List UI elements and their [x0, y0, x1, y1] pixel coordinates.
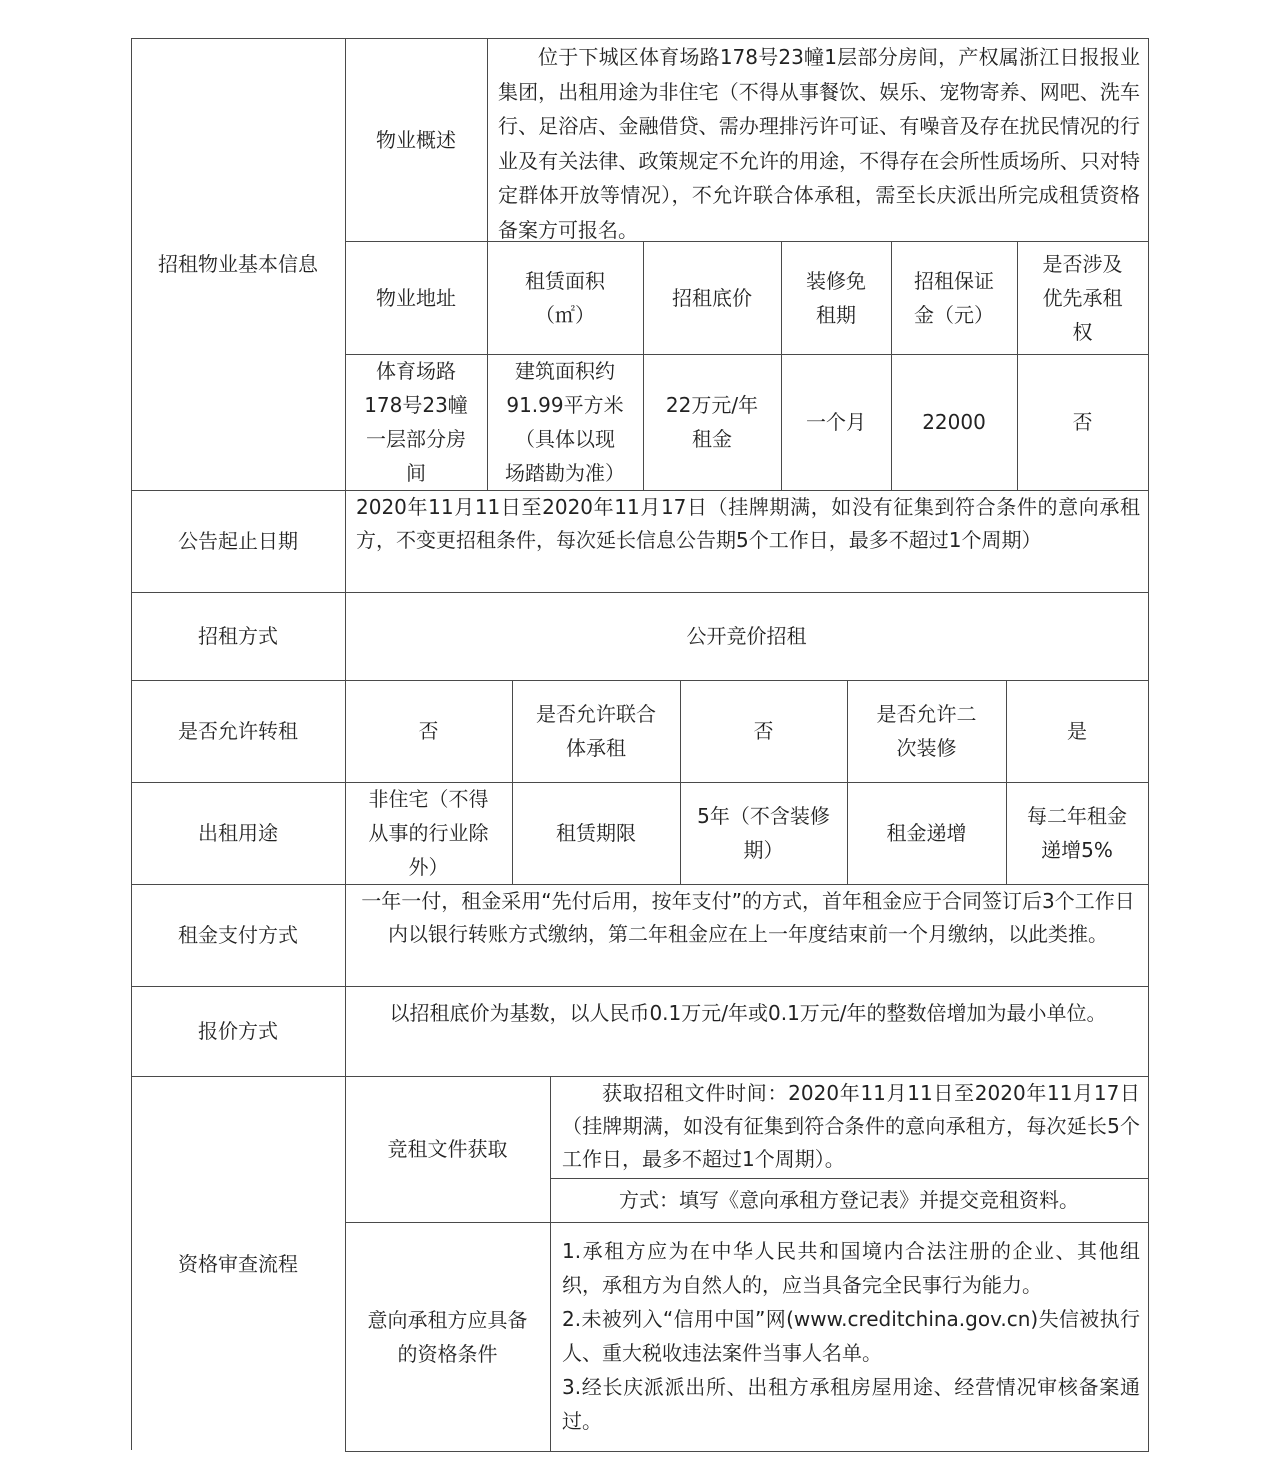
docs-time: 获取招租文件时间：2020年11月11日至2020年11月17日（挂牌期满，如没有征集到符合条件的意向承租方，每次延长5个工作日，最多不超过1个周期）。	[562, 1081, 1140, 1171]
header-area: 租赁面积 （㎡）	[525, 268, 605, 327]
increase-label: 租金递增	[886, 821, 967, 845]
redecorate-value: 是	[1067, 719, 1087, 743]
announcement-label: 公告起止日期	[178, 529, 298, 553]
conditions-list	[562, 1234, 1140, 1438]
table-border-right	[1148, 38, 1149, 1452]
qualification-label: 资格审查流程	[178, 1252, 298, 1276]
consortium-value: 否	[753, 719, 774, 743]
usage-value: 非住宅（不得 从事的行业除 外）	[368, 787, 489, 879]
bidding-label: 报价方式	[198, 1019, 278, 1043]
method-label: 招租方式	[198, 624, 278, 648]
header-priority: 是否涉及 优先承租 权	[1042, 251, 1123, 344]
table-border-bottom	[345, 1451, 1149, 1452]
docs-method: 方式：填写《意向承租方登记表》并提交竞租资料。	[619, 1188, 1079, 1212]
consortium-label: 是否允许联合 体承租	[536, 702, 656, 760]
bidding-text: 以招租底价为基数，以人民币0.1万元/年或0.1万元/年的整数倍增加为最小单位。	[389, 1001, 1107, 1025]
value-address: 体育场路 178号23幢 一层部分房 间	[364, 359, 468, 485]
docs-label: 竞租文件获取	[387, 1137, 508, 1161]
sublease-label: 是否允许转租	[178, 719, 298, 743]
overview-text: 位于下城区体育场路178号23幢1层部分房间，产权属浙江日报报业集团，出租用途为非住宅（不得从事餐饮、娱乐、宠物寄养、网吧、洗车行、足浴店、金融借贷、需办理排污许可证、有噪音及存在扰民情况的行业及有关法律、政策规定不允许的用途，不得存在会所性质场所、只对特定群体开放等情况），不允许联合体承租，需至长庆派出所完成租赁资格备案方可报名。	[498, 45, 1140, 242]
redecorate-label: 是否允许二 次装修	[876, 702, 977, 760]
usage-label: 出租用途	[198, 821, 278, 845]
term-label: 租赁期限	[556, 821, 636, 845]
header-deposit: 招租保证 金（元）	[914, 268, 994, 327]
increase-value: 每二年租金 递增5%	[1027, 804, 1127, 862]
conditions-label: 意向承租方应具备 的资格条件	[367, 1307, 528, 1366]
payment-text: 一年一付，租金采用“先付后用，按年支付”的方式，首年租金应于合同签订后3个工作日内以银行转账方式缴纳，第二年租金应在上一年度结束前一个月缴纳，以此类推。	[361, 889, 1135, 946]
header-reserve-price: 招租底价	[672, 285, 752, 310]
col-divider	[550, 1076, 551, 1452]
sublease-value: 否	[418, 719, 439, 743]
header-address: 物业地址	[376, 285, 456, 310]
header-free-period: 装修免 租期	[806, 268, 866, 327]
payment-label: 租金支付方式	[178, 923, 298, 947]
term-value: 5年（不含装修 期）	[697, 804, 830, 862]
condition-item: 3.经长庆派派出所、出租方承租房屋用途、经营情况审核备案通过。	[562, 1375, 1140, 1433]
value-deposit: 22000	[922, 410, 986, 434]
value-reserve-price: 22万元/年 租金	[665, 393, 759, 451]
overview-label: 物业概述	[376, 127, 456, 152]
value-area: 建筑面积约 91.99平方米 （具体以现 场踏勘为准）	[505, 359, 625, 485]
property-info-label: 招租物业基本信息	[158, 252, 318, 276]
value-priority: 否	[1072, 410, 1093, 434]
announcement-text: 2020年11月11日至2020年11月17日（挂牌期满，如没有征集到符合条件的意向承租方，不变更招租条件，每次延长信息公告期5个工作日，最多不超过1个周期）	[356, 495, 1140, 552]
value-free-period: 一个月	[806, 410, 866, 434]
condition-item: 1.承租方应为在中华人民共和国境内合法注册的企业、其他组织，承租方为自然人的，应当具备完全民事行为能力。	[562, 1239, 1140, 1297]
method-value: 公开竞价招租	[686, 624, 807, 648]
condition-item: 2.未被列入“信用中国”网(www.creditchina.gov.cn)失信被执行人、重大税收违法案件当事人名单。	[562, 1307, 1140, 1365]
